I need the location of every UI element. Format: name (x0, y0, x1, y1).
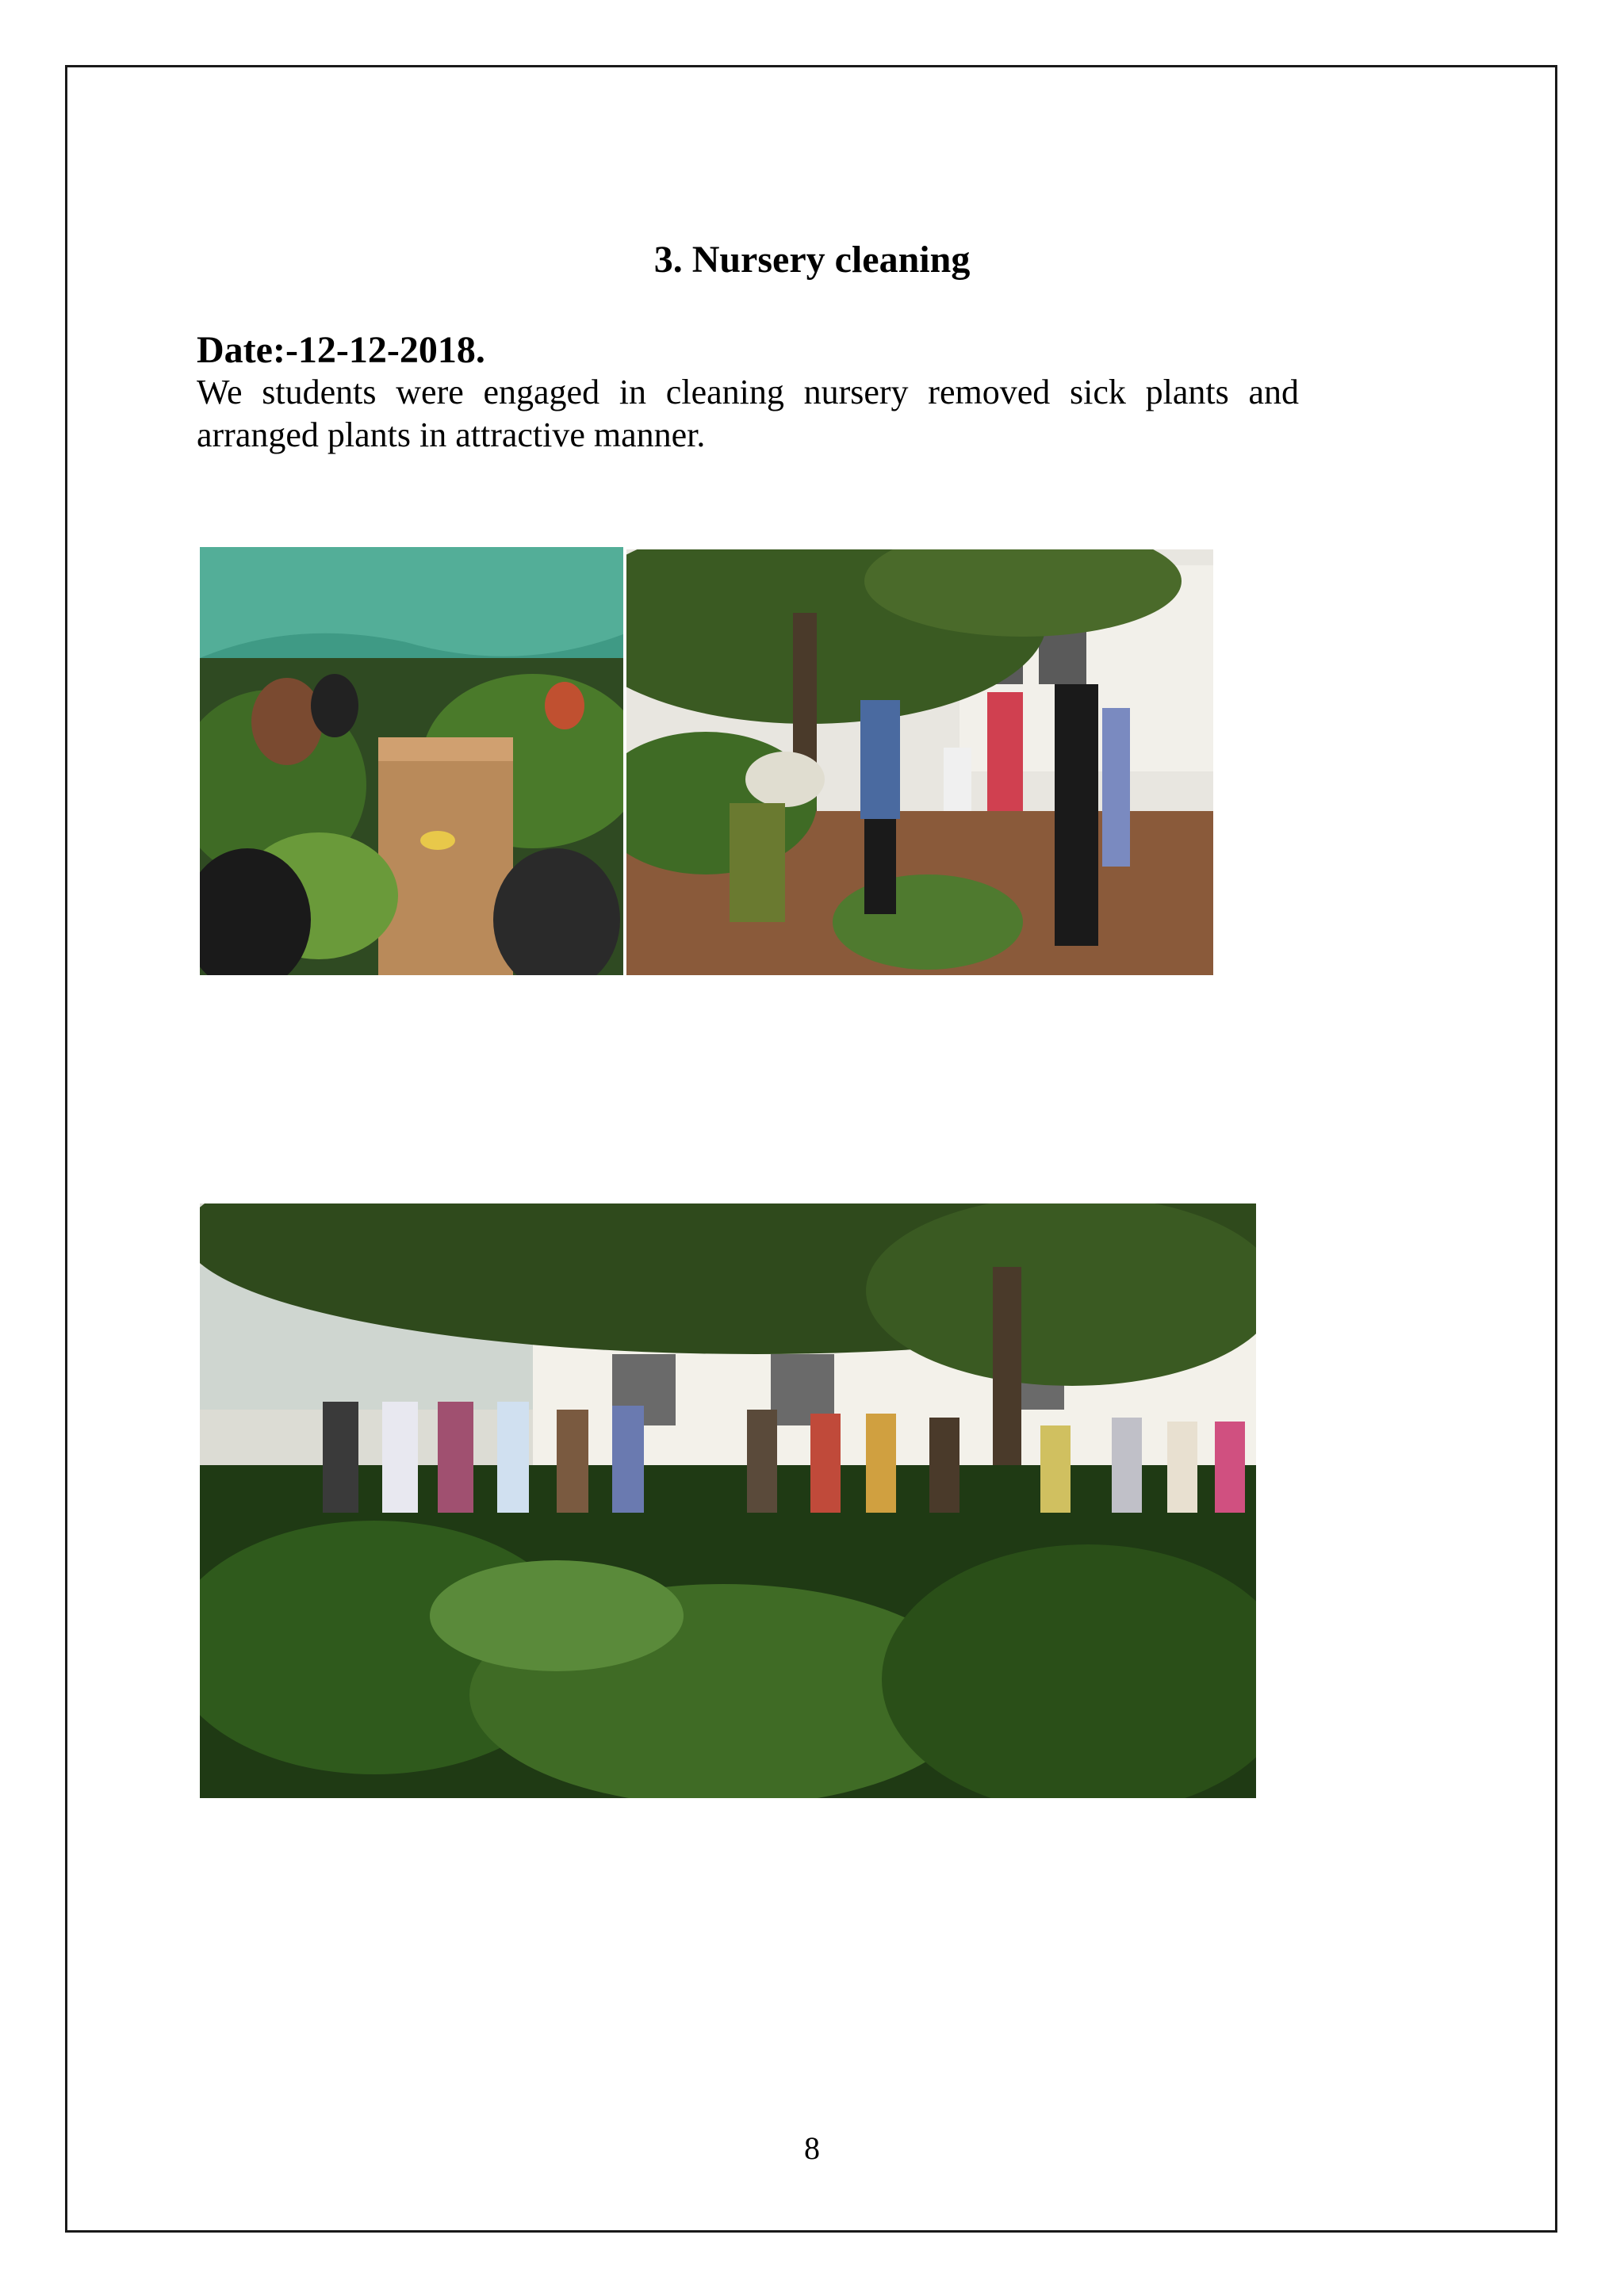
garden-digging-image (626, 549, 1213, 975)
page-number: 8 (804, 2130, 820, 2166)
photo-garden-digging (626, 549, 1213, 975)
section-heading: 3. Nursery cleaning (653, 239, 971, 281)
activity-description: We students were engaged in cleaning nursery removed sick plants and arranged plants in attractive manner. (197, 373, 1299, 454)
greenhouse-planter-image (200, 547, 623, 975)
group-nursery-image (200, 1203, 1256, 1798)
photo-group-nursery (200, 1203, 1256, 1798)
photo-greenhouse-planter (200, 547, 623, 975)
activity-date: Date:-12-12-2018. (197, 329, 485, 371)
